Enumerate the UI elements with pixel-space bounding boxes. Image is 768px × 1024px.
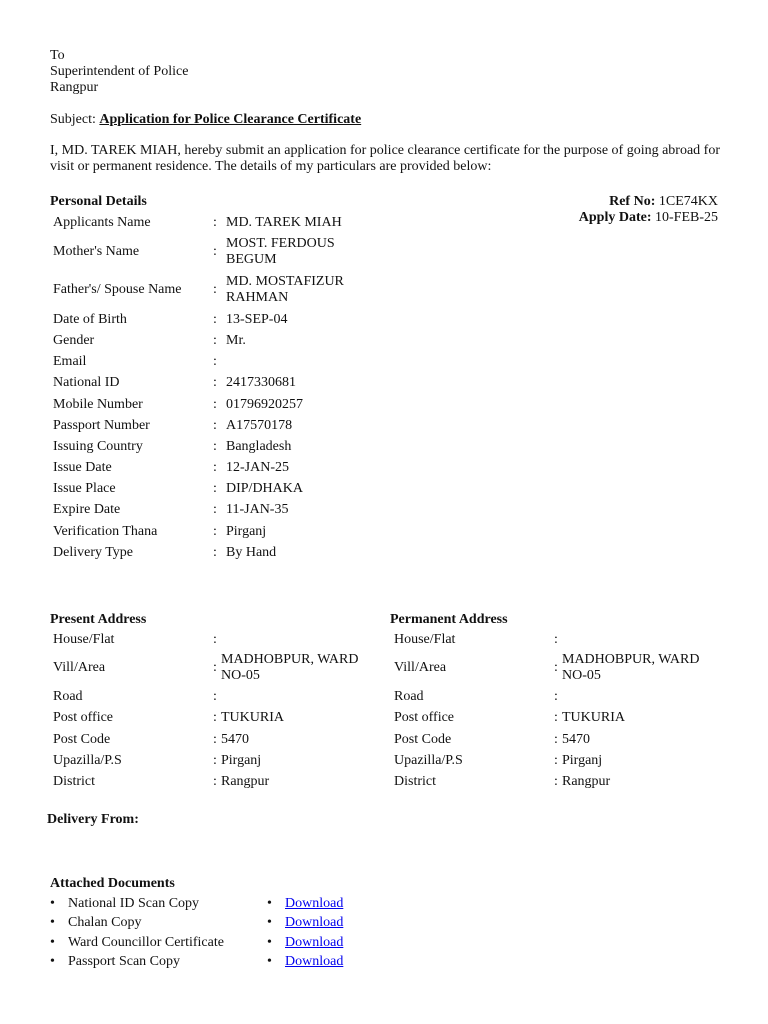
subject-title: Application for Police Clearance Certificate	[99, 112, 362, 127]
addressee-block	[50, 48, 188, 96]
bullet-icon	[267, 935, 285, 951]
field-value: MADHOBPUR, WARD NO-05	[562, 652, 700, 684]
field-separator: :	[213, 731, 217, 747]
detail-row	[53, 212, 351, 233]
field-value: Pirganj	[562, 752, 603, 768]
detail-row	[394, 708, 702, 729]
field-value: 2417330681	[226, 375, 296, 391]
field-separator: :	[554, 752, 558, 768]
detail-row	[53, 479, 351, 500]
field-label: House/Flat	[394, 631, 456, 647]
download-link[interactable]: Download	[285, 915, 344, 931]
field-label: Passport Number	[53, 417, 150, 433]
field-label: Issue Place	[53, 481, 116, 497]
detail-row	[53, 373, 351, 394]
field-label: Expire Date	[53, 502, 121, 518]
detail-row	[53, 521, 351, 542]
field-separator: :	[213, 752, 217, 768]
field-separator: :	[213, 544, 217, 560]
field-separator: :	[213, 710, 217, 726]
field-value: TUKURIA	[221, 710, 284, 726]
field-value: MD. TAREK MIAH	[226, 214, 342, 230]
detail-row	[394, 650, 702, 686]
document-label: Passport Scan Copy	[68, 954, 180, 970]
field-value: Pirganj	[221, 752, 262, 768]
permanent-address-table	[394, 629, 702, 793]
field-label: National ID	[53, 375, 120, 391]
field-value: 5470	[562, 731, 590, 747]
document-list	[50, 894, 224, 972]
field-label: District	[394, 774, 436, 790]
field-separator: :	[213, 688, 217, 704]
field-label: Verification Thana	[53, 523, 158, 539]
field-separator: :	[213, 502, 217, 518]
subject-line	[50, 112, 361, 128]
field-value: MADHOBPUR, WARD NO-05	[221, 652, 359, 684]
field-separator: :	[554, 631, 558, 647]
bullet-icon	[50, 954, 68, 970]
field-value	[562, 629, 702, 650]
document-item	[50, 894, 224, 914]
apply-date-value: 10-FEB-25	[655, 210, 718, 225]
detail-row	[53, 394, 351, 415]
document-item	[50, 914, 224, 934]
field-separator: :	[554, 731, 558, 747]
field-separator: :	[213, 660, 217, 676]
detail-row	[53, 415, 351, 436]
present-address-table	[53, 629, 361, 793]
field-separator: :	[554, 774, 558, 790]
detail-row	[53, 708, 361, 729]
field-label: Issue Date	[53, 460, 112, 476]
field-value: Rangpur	[562, 774, 611, 790]
field-label: District	[53, 774, 95, 790]
reference-box	[579, 194, 718, 226]
field-value	[221, 629, 361, 650]
permanent-address-heading: Permanent Address	[390, 612, 508, 627]
intro-paragraph: I, MD. TAREK MIAH, hereby submit an application for police clearance certificate for the purpose of going abroad for visit or permanent residence. The details of my particulars are provided below:	[50, 143, 720, 174]
field-label: Applicants Name	[53, 214, 151, 230]
field-value	[226, 352, 351, 373]
field-label: Upazilla/P.S	[394, 752, 463, 768]
field-label: Road	[394, 688, 424, 704]
download-item	[267, 894, 343, 914]
detail-row	[53, 750, 361, 771]
field-label: Vill/Area	[53, 660, 106, 676]
field-separator: :	[213, 417, 217, 433]
detail-row	[53, 458, 351, 479]
detail-row	[53, 330, 351, 351]
field-value	[562, 686, 702, 707]
detail-row	[394, 750, 702, 771]
field-value: Bangladesh	[226, 438, 292, 454]
field-value: 01796920257	[226, 396, 303, 412]
field-separator: :	[213, 214, 217, 230]
detail-row	[53, 271, 351, 309]
field-label: Post office	[394, 710, 455, 726]
detail-row	[53, 233, 351, 271]
download-link[interactable]: Download	[285, 934, 344, 950]
ref-number-label: Ref No:	[609, 194, 656, 209]
field-label: Post Code	[53, 731, 111, 747]
field-label: Gender	[53, 332, 95, 348]
present-address-heading: Present Address	[50, 612, 147, 627]
field-separator: :	[213, 523, 217, 539]
personal-details-table	[53, 212, 351, 563]
addressee-line: To	[50, 48, 65, 63]
field-label: Post office	[53, 710, 114, 726]
field-separator: :	[213, 396, 217, 412]
field-label: Post Code	[394, 731, 452, 747]
detail-row	[53, 629, 361, 650]
field-separator: :	[213, 631, 217, 647]
field-separator: :	[213, 774, 217, 790]
personal-details-heading: Personal Details	[50, 194, 147, 209]
field-value	[221, 686, 361, 707]
download-link[interactable]: Download	[285, 895, 344, 911]
field-separator: :	[554, 710, 558, 726]
download-item	[267, 914, 343, 934]
field-value: Mr.	[226, 332, 246, 348]
field-separator: :	[213, 282, 217, 298]
field-separator: :	[554, 660, 558, 676]
field-label: Vill/Area	[394, 660, 447, 676]
subject-prefix: Subject:	[50, 112, 96, 127]
bullet-icon	[267, 915, 285, 931]
addressee-line: Rangpur	[50, 80, 99, 95]
field-label: Date of Birth	[53, 311, 127, 327]
download-link[interactable]: Download	[285, 954, 344, 970]
field-value: Rangpur	[221, 774, 270, 790]
detail-row	[53, 436, 351, 457]
download-item	[267, 953, 343, 973]
field-label: Email	[53, 354, 87, 370]
apply-date	[579, 210, 718, 226]
detail-row	[394, 729, 702, 750]
field-separator: :	[213, 460, 217, 476]
field-value: Pirganj	[226, 523, 267, 539]
field-separator: :	[213, 375, 217, 391]
field-separator: :	[554, 688, 558, 704]
field-label: Delivery Type	[53, 544, 134, 560]
detail-row	[394, 629, 702, 650]
field-separator: :	[213, 481, 217, 497]
field-value: DIP/DHAKA	[226, 481, 303, 497]
field-value: MD. MOSTAFIZUR RAHMAN	[226, 274, 344, 306]
detail-row	[53, 650, 361, 686]
bullet-icon	[50, 935, 68, 951]
field-separator: :	[213, 332, 217, 348]
field-value: By Hand	[226, 544, 277, 560]
field-value: MOST. FERDOUS BEGUM	[226, 236, 335, 268]
ref-number	[579, 194, 718, 210]
attached-documents-heading: Attached Documents	[50, 876, 175, 891]
field-label: Mobile Number	[53, 396, 143, 412]
ref-number-value: 1CE74KX	[658, 194, 718, 209]
field-value: 11-JAN-35	[226, 502, 289, 518]
document-label: National ID Scan Copy	[68, 895, 200, 911]
detail-row	[394, 686, 702, 707]
field-label: Road	[53, 688, 83, 704]
bullet-icon	[50, 896, 68, 912]
download-item	[267, 933, 343, 953]
detail-row	[53, 352, 351, 373]
detail-row	[53, 500, 351, 521]
field-value: 13-SEP-04	[226, 311, 288, 327]
field-value: 5470	[221, 731, 249, 747]
field-label: House/Flat	[53, 631, 115, 647]
field-separator: :	[213, 244, 217, 260]
field-label: Mother's Name	[53, 244, 140, 260]
detail-row	[53, 542, 351, 563]
detail-row	[53, 309, 351, 330]
bullet-icon	[267, 954, 285, 970]
download-link-list	[267, 894, 343, 972]
apply-date-label: Apply Date:	[578, 210, 652, 225]
detail-row	[53, 686, 361, 707]
field-separator: :	[213, 311, 217, 327]
document-item	[50, 953, 224, 973]
bullet-icon	[267, 896, 285, 912]
detail-row	[53, 729, 361, 750]
field-label: Upazilla/P.S	[53, 752, 122, 768]
field-separator: :	[213, 354, 217, 370]
field-separator: :	[213, 438, 217, 454]
document-item	[50, 933, 224, 953]
field-value: TUKURIA	[562, 710, 625, 726]
delivery-from-label: Delivery From:	[47, 812, 139, 827]
field-value: A17570178	[226, 417, 293, 433]
detail-row	[53, 771, 361, 792]
field-label: Issuing Country	[53, 438, 143, 454]
field-label: Father's/ Spouse Name	[53, 282, 182, 298]
document-label: Ward Councillor Certificate	[68, 934, 224, 950]
detail-row	[394, 771, 702, 792]
field-value: 12-JAN-25	[226, 460, 289, 476]
bullet-icon	[50, 915, 68, 931]
document-label: Chalan Copy	[68, 915, 142, 931]
addressee-line: Superintendent of Police	[50, 64, 189, 79]
